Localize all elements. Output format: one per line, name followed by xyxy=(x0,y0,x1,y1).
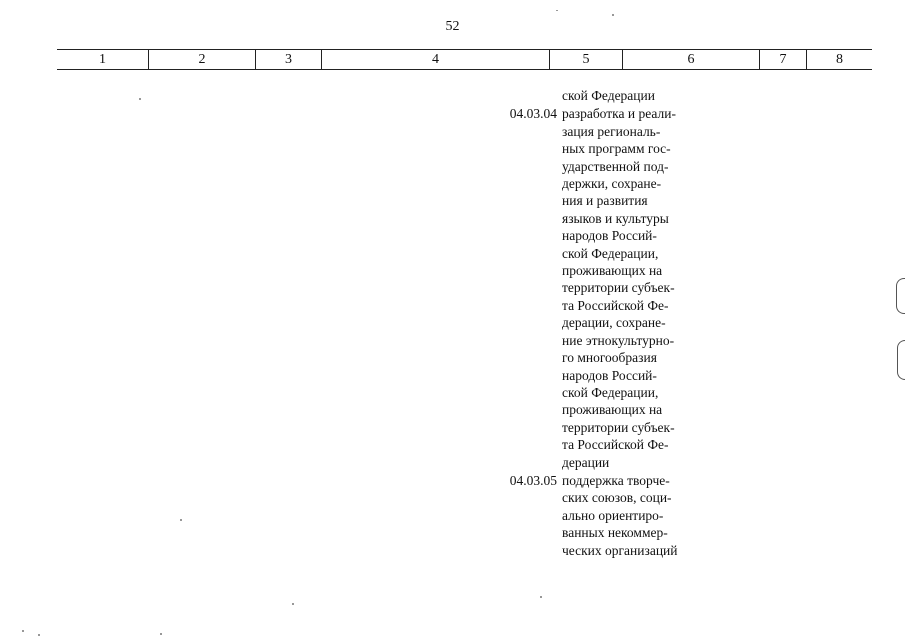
entry-description-line: языков и культуры xyxy=(562,210,669,226)
entry-row xyxy=(0,105,905,471)
column-header-1: 1 xyxy=(57,50,149,69)
entry-description-line: проживающих на xyxy=(562,402,663,418)
column-header-2: 2 xyxy=(149,50,256,69)
scan-speck xyxy=(160,633,162,635)
entry-description-line: ской Федерации xyxy=(562,88,655,103)
entry-description-line: держки, сохране- xyxy=(562,176,662,192)
page-number: 52 xyxy=(445,19,460,34)
column-header-5: 5 xyxy=(550,50,623,69)
binding-mark xyxy=(896,278,905,314)
column-header-3: 3 xyxy=(256,50,322,69)
entry-description-line: ской Федерации, xyxy=(562,384,659,400)
column-header-4: 4 xyxy=(322,50,550,69)
entry-description xyxy=(562,87,692,104)
scan-speck xyxy=(38,634,40,636)
scan-speck xyxy=(540,596,542,598)
entries-list xyxy=(0,87,905,560)
entry-description-line: ческих организаций xyxy=(562,542,678,558)
entry-description-line: ние этнокультурно- xyxy=(562,332,675,348)
column-header-6: 6 xyxy=(623,50,760,69)
column-header-row xyxy=(57,49,872,70)
entry-description-line: го многообразия xyxy=(562,350,657,366)
entry-description-line: зация региональ- xyxy=(562,123,661,139)
column-header-8: 8 xyxy=(836,52,843,67)
scan-speck xyxy=(556,10,558,11)
entry-description-line: ванных некоммер- xyxy=(562,525,668,541)
entry-description-line: территории субъек- xyxy=(562,280,675,296)
entry-code: 04.03.04 xyxy=(509,106,557,122)
entry-description-line: та Российской Фе- xyxy=(562,437,669,453)
entry-description-line: народов Россий- xyxy=(562,367,657,383)
entry-description-line: ния и развития xyxy=(562,193,648,209)
entry-description-line: дерации xyxy=(562,454,610,470)
scan-speck xyxy=(292,603,294,605)
binding-mark xyxy=(897,340,905,380)
entry-code: 04.03.05 xyxy=(509,472,557,488)
entry-row xyxy=(0,87,905,104)
entry-description-line: ской Федерации, xyxy=(562,245,659,261)
scan-speck xyxy=(180,519,182,521)
entry-description-line: поддержка творче- xyxy=(562,472,670,488)
entry-description-line: территории субъек- xyxy=(562,419,675,435)
entry-description-line: народов Россий- xyxy=(562,228,657,244)
scan-speck xyxy=(22,630,24,632)
entry-description-line: ударственной под- xyxy=(562,158,669,174)
entry-description xyxy=(562,472,692,559)
entry-row xyxy=(0,472,905,559)
entry-description-line: разработка и реали- xyxy=(562,106,676,122)
entry-description xyxy=(562,105,692,471)
entry-description-line: дерации, сохране- xyxy=(562,315,666,331)
column-header-7: 7 xyxy=(760,50,807,69)
entry-description-line: та Российской Фе- xyxy=(562,297,669,313)
entry-description-line: проживающих на xyxy=(562,263,663,279)
scan-speck xyxy=(612,14,614,16)
entry-description-line: ных программ гос- xyxy=(562,141,671,157)
scan-speck xyxy=(139,98,141,100)
entry-description-line: ских союзов, соци- xyxy=(562,490,672,506)
entry-description-line: ально ориентиро- xyxy=(562,507,664,523)
